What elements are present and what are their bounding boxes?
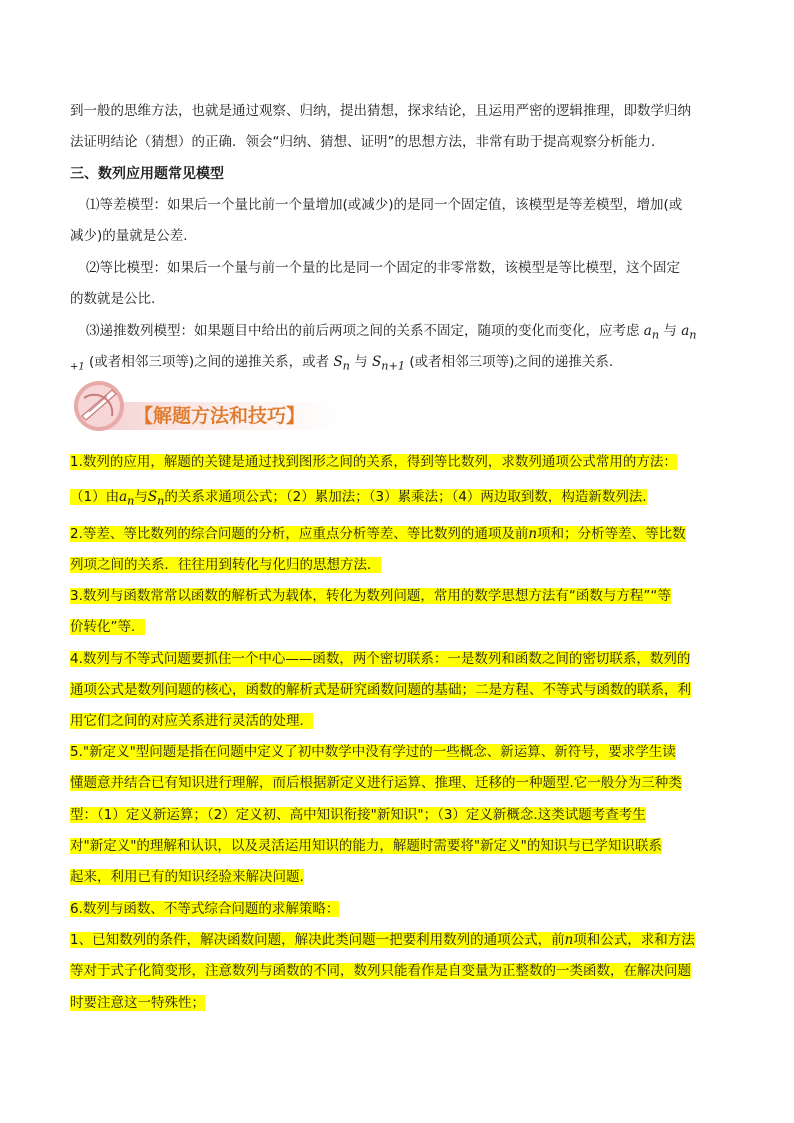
math-sub: n — [342, 359, 350, 373]
tip-5-line-4 — [70, 836, 662, 856]
model-1-line-1: ⑴等差模型：如果后一个量比前一个量增加(或减少)的是同一个固定值，该模型是等差模型，增加(或 — [86, 197, 683, 213]
model-3-text-e: (或者相邻三项等)之间的递推关系. — [409, 354, 614, 370]
tip-7-line-1 — [70, 930, 695, 950]
math-sub: n — [651, 328, 660, 342]
math-var: S — [333, 354, 343, 370]
tip-text: 价转化”等． — [70, 619, 145, 635]
model-1-line-2: 减少)的量就是公差. — [70, 228, 188, 244]
model-3-text-b: 与 — [663, 323, 677, 339]
tip-2-line-2 — [70, 555, 381, 575]
tip-text: 列项之间的关系．往往用到转化与化归的思想方法． — [70, 557, 381, 573]
math-a-n — [119, 489, 135, 508]
tip-text-part: 2.等差、等比数列的综合问题的分析，应重点分析等差、等比数列的通项及前 — [70, 526, 529, 542]
tip-5-line-2 — [70, 773, 682, 793]
model-2-line-2: 的数就是公比. — [70, 291, 156, 307]
math-var: a — [643, 323, 652, 339]
math-a-n — [643, 323, 660, 342]
math-a-n-plus — [681, 323, 697, 342]
tip-5-line-5 — [70, 867, 304, 887]
intro-line-2: 法证明结论（猜想）的正确．领会“归纳、猜想、证明”的思想方法，非常有助于提高观察分析能力． — [70, 134, 665, 150]
tip-text: 3.数列与函数常常以函数的解析式为载体，转化为数列问题，常用的数学思想方法有“函数与方程”“等 — [70, 588, 671, 604]
tip-4-line-3 — [70, 711, 313, 731]
math-s-n — [333, 354, 350, 373]
tip-text — [70, 526, 686, 542]
tip-text: 起来，利用已有的知识经验来解决问题. — [70, 869, 304, 885]
protractor-ruler-icon — [74, 381, 124, 431]
model-3-line-2 — [70, 352, 613, 378]
math-s-n-plus-1 — [371, 354, 406, 373]
tip-text-part: 1、已知数列的条件，解决函数问题，解决此类问题一把要利用数列的通项公式，前 — [70, 932, 565, 948]
tip-7-line-3 — [70, 993, 205, 1013]
intro-line-1: 到一般的思维方法，也就是通过观察、归纳，提出猜想，探求结论，且运用严密的逻辑推理，即数学归纳 — [70, 103, 691, 119]
tip-text-part: 与 — [134, 489, 148, 505]
tip-3-line-2 — [70, 617, 145, 637]
banner-title: 【解题方法和技巧】 — [134, 405, 306, 427]
tip-text: 5."新定义"型问题是指在问题中定义了初中数学中没有学过的一些概念、新运算、新符号，要求学生读 — [70, 744, 676, 760]
tip-text-part: （1）由 — [70, 489, 120, 505]
math-sub-continued: +1 — [70, 361, 85, 373]
tip-text: 4.数列与不等式问题要抓住一个中心——函数，两个密切联系：一是数列和函数之间的密切联系，数列的 — [70, 651, 691, 667]
math-n: n — [528, 526, 538, 542]
tip-text — [70, 489, 647, 508]
tip-text-part: 的关系求通项公式；（2）累加法；（3）累乘法；（4）两边取到数，构造新数列法. — [164, 489, 647, 505]
math-sub: n — [127, 494, 135, 508]
tip-text: 1.数列的应用，解题的关键是通过找到图形之间的关系，得到等比数列，求数列通项公式常用的方法： — [70, 454, 677, 470]
math-var: a — [119, 489, 128, 505]
math-sub: n — [689, 328, 697, 342]
tip-text: 6.数列与函数、不等式综合问题的求解策略： — [70, 901, 340, 917]
tip-text — [70, 932, 695, 948]
math-sub: n+1 — [381, 359, 406, 373]
math-var: S — [371, 354, 382, 370]
tip-7-line-2 — [70, 961, 691, 981]
tip-text: 用它们之间的对应关系进行灵活的处理． — [70, 713, 313, 729]
tip-1-line-2 — [70, 487, 647, 512]
section-heading: 三、数列应用题常见模型 — [70, 166, 224, 182]
tip-text: 懂题意并结合已有知识进行理解，而后根据新定义进行运算、推理、迁移的一种题型.它一般分为三种类 — [70, 775, 682, 791]
model-3-text-d: 与 — [354, 354, 368, 370]
tip-text-part: 项和公式，求和方法 — [573, 932, 695, 948]
math-sub: n — [157, 494, 165, 508]
math-n: n — [564, 932, 574, 948]
tip-text-part: 项和；分析等差、等比数 — [537, 526, 686, 542]
tip-text: 通项公式是数列问题的核心，函数的解析式是研究函数问题的基础；二是方程、不等式与函数的联系，利 — [70, 682, 691, 698]
model-2-line-1: ⑵等比模型：如果后一个量与前一个量的比是同一个固定的非零常数，该模型是等比模型，这个固定 — [86, 260, 680, 276]
tip-4-line-2 — [70, 680, 691, 700]
tip-text: 等对于式子化简变形，注意数列与函数的不同，数列只能看作是自变量为正整数的一类函数，在解决问题 — [70, 963, 691, 979]
tip-text: 型：（1）定义新运算；（2）定义初、高中知识衔接"新知识"；（3）定义新概念.这类试题考查考生 — [70, 807, 646, 823]
model-3-text-a: ⑶递推数列模型：如果题目中给出的前后两项之间的关系不固定，随项的变化而变化，应考虑 — [86, 323, 640, 339]
model-3-text-c: (或者相邻三项等)之间的递推关系，或者 — [89, 354, 330, 370]
tip-1-line-1 — [70, 452, 677, 472]
math-var: a — [681, 323, 690, 339]
tip-text: 对"新定义"的理解和认识，以及灵活运用知识的能力，解题时需要将"新定义"的知识与已学知识联系 — [70, 838, 662, 854]
tip-3-line-1 — [70, 586, 671, 606]
tip-5-line-3 — [70, 805, 646, 825]
tip-4-line-1 — [70, 649, 690, 669]
tip-2-line-1 — [70, 524, 686, 544]
math-s-n — [147, 489, 165, 508]
tip-6-line-1 — [70, 899, 339, 919]
tip-text: 时要注意这一特殊性； — [70, 995, 205, 1011]
math-var: S — [147, 489, 158, 505]
tip-5-line-1 — [70, 742, 676, 762]
model-3-line-1 — [86, 321, 697, 346]
